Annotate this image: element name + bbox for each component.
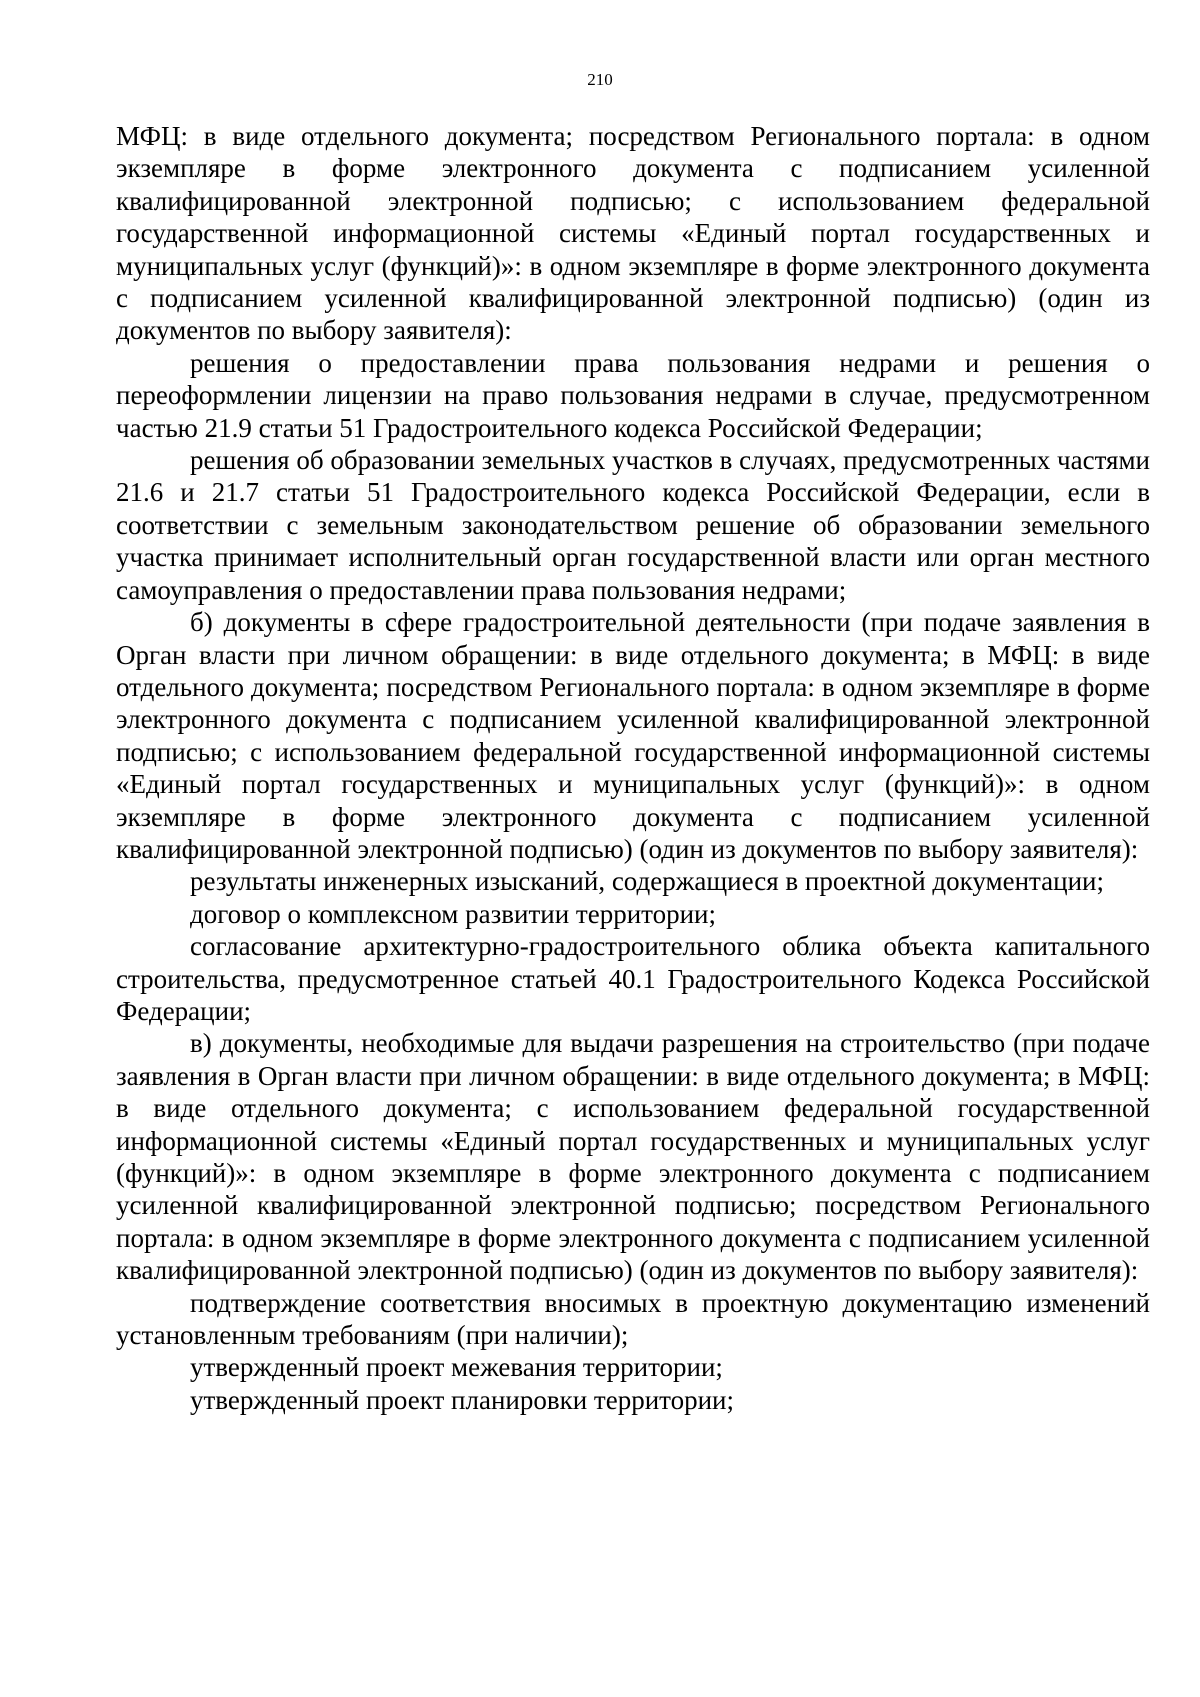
- paragraph-architectural-approval: согласование архитектурно-градостроительного облика объекта капитального строительства, предусмотренное статьей 40.1 Градостроительного Кодекса Российской Федерации;: [116, 931, 1150, 1026]
- paragraph-continuation: МФЦ: в виде отдельного документа; посредством Регионального портала: в одном экземпляре в форме электронного документа с подписанием усиленной квалифицированной электронной подписью; с использованием федеральной государственной информационной системы «Единый портал государственных и муниципальных услуг (функций)»: в одном экземпляре в форме электронного документа с подписанием усиленной квалифицированной электронной подписью) (один из документов по выбору заявителя):: [116, 121, 1150, 346]
- paragraph-subsoil-use-decisions: решения о предоставлении права пользования недрами и решения о переоформлении лицензии на право пользования недрами в случае, предусмотренном частью 21.9 статьи 51 Градостроительного кодекса Российской Федерации;: [116, 347, 1150, 443]
- paragraph-land-plot-decisions: решения об образовании земельных участков в случаях, предусмотренных частями 21.6 и 21.7 статьи 51 Градостроительного кодекса Российской Федерации, если в соответствии с земельным законодательством решение об образовании земельного участка принимает исполнительный орган государственной власти или орган местного самоуправления о предоставлении права пользования недрами;: [116, 445, 1150, 605]
- paragraph-land-survey-project: утвержденный проект межевания территории;: [190, 1352, 723, 1383]
- paragraph-compliance-confirmation: подтверждение соответствия вносимых в проектную документацию изменений установленным требованиям (при наличии);: [116, 1287, 1150, 1351]
- paragraph-development-agreement: договор о комплексном развитии территории;: [190, 898, 716, 929]
- paragraph-engineering-surveys: результаты инженерных изысканий, содержащиеся в проектной документации;: [190, 866, 1105, 897]
- paragraph-planning-project: утвержденный проект планировки территории;: [190, 1384, 735, 1415]
- page-number: 210: [587, 70, 613, 89]
- document-body: [116, 120, 1150, 1416]
- paragraph-item-v: в) документы, необходимые для выдачи разрешения на строительство (при подаче заявления в Орган власти при личном обращении: в виде отдельного документа; в МФЦ: в виде отдельного документа; с использованием федеральной государственной информационной системы «Единый портал государственных и муниципальных услуг (функций)»: в одном экземпляре в форме электронного документа с подписанием усиленной квалифицированной электронной подписью; посредством Регионального портала: в одном экземпляре в форме электронного документа с подписанием усиленной квалифицированной электронной подписью) (один из документов по выбору заявителя):: [116, 1028, 1150, 1286]
- paragraph-item-b: б) документы в сфере градостроительной деятельности (при подаче заявления в Орган власти при личном обращении: в виде отдельного документа; в МФЦ: в виде отдельного документа; посредством Регионального портала: в одном экземпляре в форме электронного документа с подписанием усиленной квалифицированной электронной подписью; с использованием федеральной государственной информационной системы «Единый портал государственных и муниципальных услуг (функций)»: в одном экземпляре в форме электронного документа с подписанием усиленной квалифицированной электронной подписью) (один из документов по выбору заявителя):: [116, 607, 1150, 864]
